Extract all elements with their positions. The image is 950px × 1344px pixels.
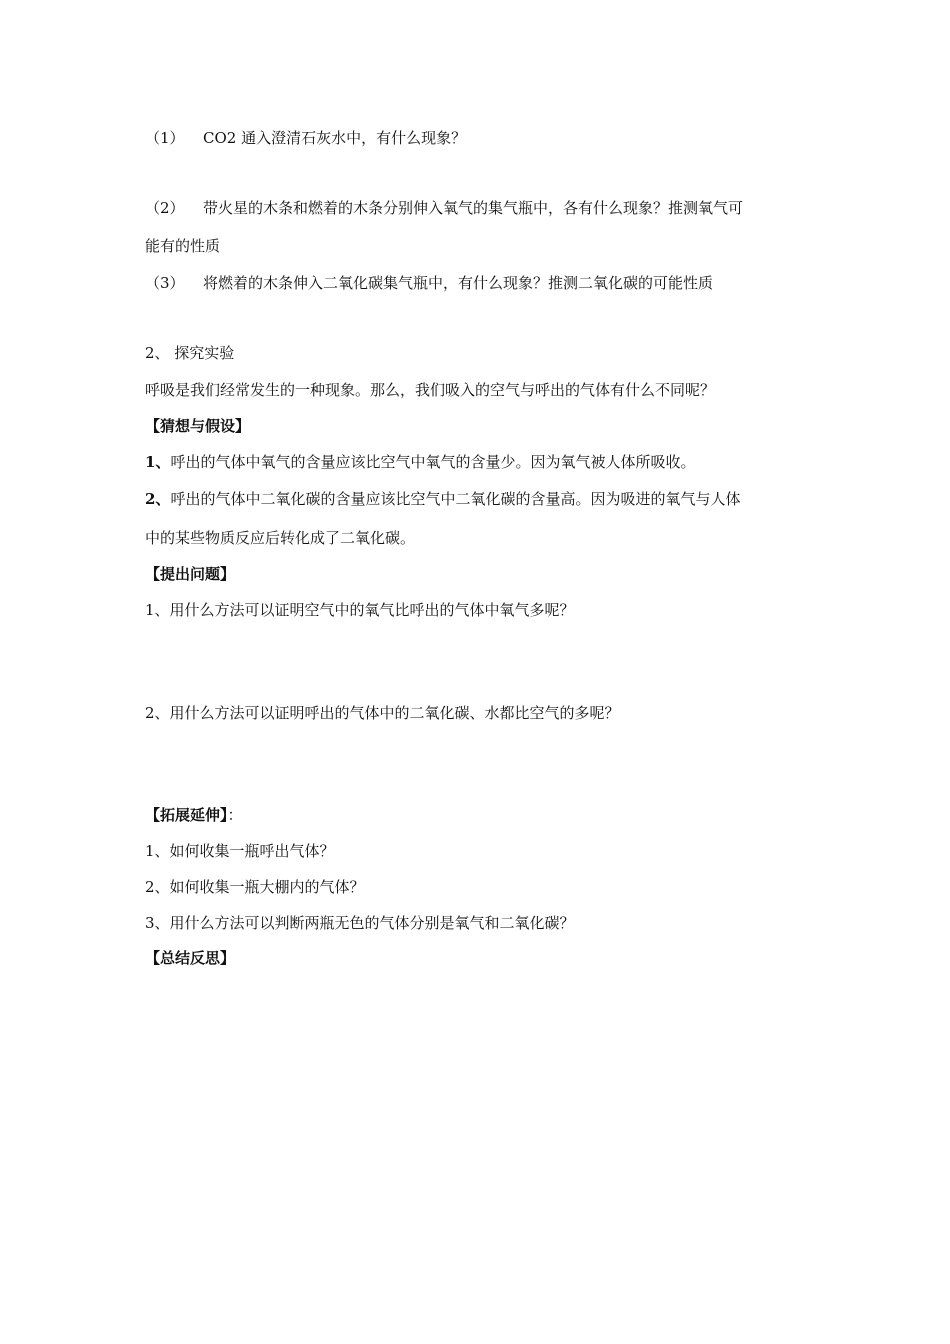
questions-heading: 【提出问题】	[145, 565, 236, 583]
extension-item-3: 3、用什么方法可以判断两瓶无色的气体分别是氧气和二氧化碳？	[145, 914, 575, 932]
question-2-text: 带火星的木条和燃着的木条分别伸入氧气的集气瓶中，各有什么现象？推测氧气可	[203, 199, 744, 217]
hypothesis-2-number: 2、	[145, 490, 171, 508]
hypothesis-2-text: 呼出的气体中二氧化碳的含量应该比空气中二氧化碳的含量高。因为吸进的氧气与人体	[170, 490, 741, 508]
hypothesis-1	[145, 452, 695, 472]
extension-item-1: 1、如何收集一瓶呼出气体？	[145, 842, 335, 860]
extension-heading: 【拓展延伸】	[145, 806, 228, 824]
hypothesis-1-number: 1、	[145, 453, 171, 471]
extension-item-2: 2、如何收集一瓶大棚内的气体？	[145, 878, 365, 896]
question-2-number: （2）	[145, 199, 185, 217]
question-3-text: 将燃着的木条伸入二氧化碳集气瓶中，有什么现象？推测二氧化碳的可能性质	[203, 274, 714, 292]
extension-heading-line	[145, 805, 243, 825]
research-question-2: 2、用什么方法可以证明呼出的气体中的二氧化碳、水都比空气的多呢？	[145, 704, 620, 722]
hypothesis-2-continuation: 中的某些物质反应后转化成了二氧化碳。	[145, 529, 416, 547]
question-1-text: CO2 通入澄清石灰水中，有什么现象？	[203, 129, 467, 147]
intro-paragraph: 呼吸是我们经常发生的一种现象。那么，我们吸入的空气与呼出的气体有什么不同呢？	[145, 381, 716, 399]
hypothesis-1-text: 呼出的气体中氧气的含量应该比空气中氧气的含量少。因为氧气被人体所吸收。	[170, 453, 696, 471]
question-2-continuation: 能有的性质	[145, 237, 221, 255]
hypothesis-heading: 【猜想与假设】	[145, 417, 251, 435]
extension-colon: ：	[227, 806, 243, 824]
hypothesis-2	[145, 489, 740, 509]
section-heading-experiment: 2、 探究实验	[145, 344, 235, 362]
question-3	[145, 273, 713, 293]
question-3-number: （3）	[145, 274, 185, 292]
question-2	[145, 198, 743, 218]
question-1-number: （1）	[145, 129, 185, 147]
summary-heading: 【总结反思】	[145, 949, 236, 967]
research-question-1: 1、用什么方法可以证明空气中的氧气比呼出的气体中氧气多呢？	[145, 601, 575, 619]
question-1	[145, 128, 466, 148]
